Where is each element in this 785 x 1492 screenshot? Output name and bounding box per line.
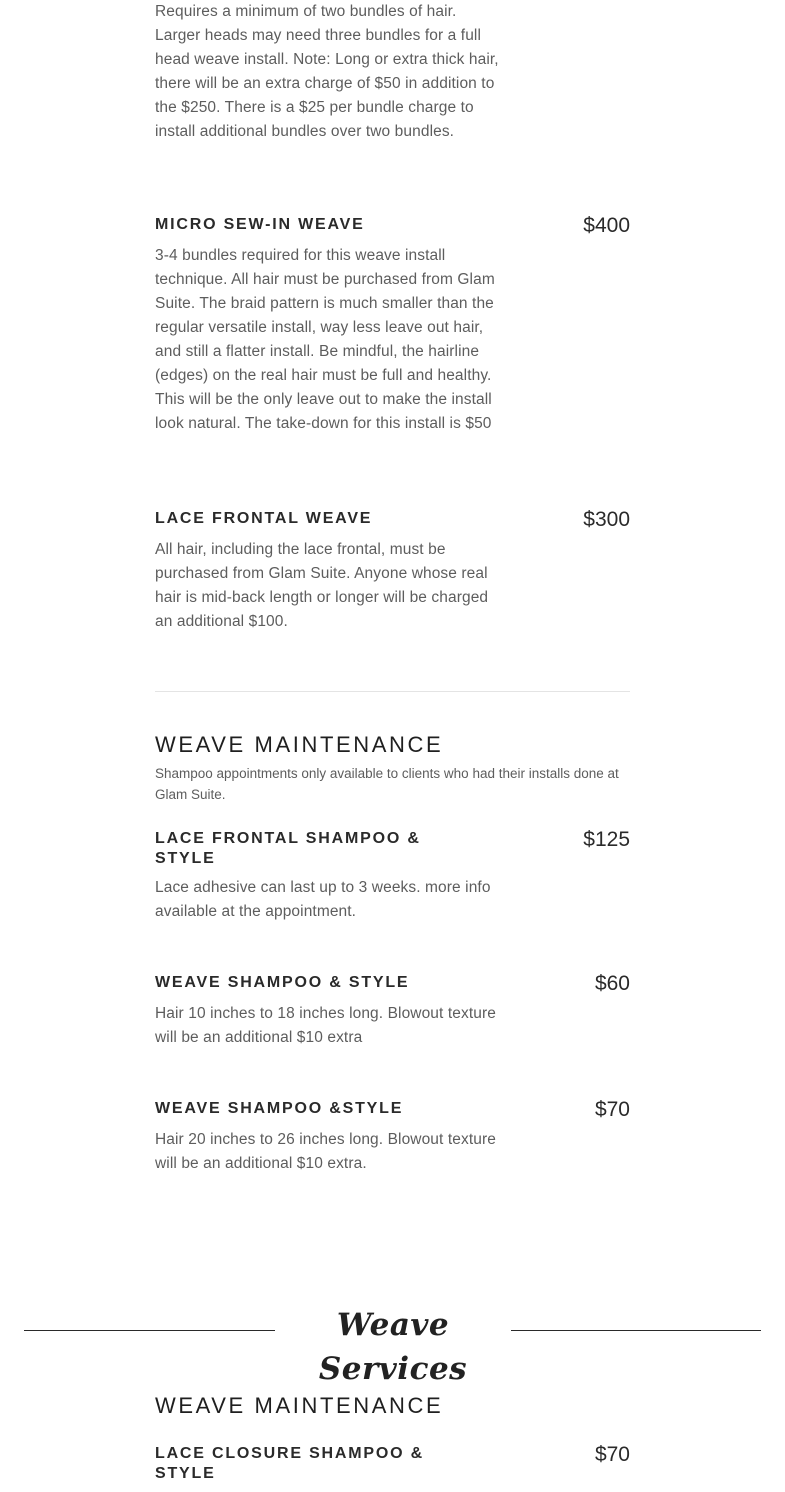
- heading-rule-left: [24, 1330, 275, 1331]
- weave-shampoo-style-short-description: Hair 10 inches to 18 inches long. Blowout texture will be an additional $10 extra: [155, 1005, 496, 1046]
- weave-maintenance-note: Shampoo appointments only available to clients who had their installs done at Glam Suite.: [155, 766, 619, 802]
- weave-shampoo-style-long-description: Hair 20 inches to 26 inches long. Blowout texture will be an additional $10 extra.: [155, 1131, 496, 1172]
- weave-maintenance-title: WEAVE MAINTENANCE: [155, 732, 444, 757]
- micro-sew-in-weave-name: MICRO SEW-IN WEAVE: [155, 216, 365, 233]
- lace-frontal-weave-name: LACE FRONTAL WEAVE: [155, 510, 373, 527]
- weave-shampoo-style-short-price: $60: [594, 972, 630, 995]
- weave-maintenance-title-2: WEAVE MAINTENANCE: [155, 1393, 444, 1418]
- lace-frontal-weave-description: All hair, including the lace frontal, must be purchased from Glam Suite. Anyone whose real hair is mid-back length or longer will be charged an additional $100.: [155, 541, 489, 630]
- micro-sew-in-weave-price: $400: [583, 214, 630, 237]
- lace-closure-shampoo-style-name: LACE CLOSURE SHAMPOO & STYLE: [155, 1445, 424, 1482]
- section-divider: [155, 691, 630, 692]
- lace-frontal-shampoo-style-price: $125: [583, 828, 630, 851]
- lace-closure-shampoo-style-price: $70: [594, 1443, 630, 1466]
- heading-rule-right: [511, 1330, 761, 1331]
- lace-frontal-weave-price: $300: [583, 508, 630, 531]
- weave-services-heading: Weave Services: [318, 1307, 468, 1387]
- lace-frontal-shampoo-style-name: LACE FRONTAL SHAMPOO & STYLE: [155, 830, 421, 867]
- weave-shampoo-style-short-name: WEAVE SHAMPOO & STYLE: [155, 974, 410, 991]
- sew-in-weave-description: Requires a minimum of two bundles of hair. Larger heads may need three bundles for a full head weave install. Note: Long or extra thick hair, there will be an extra charge of $50 in addition to the $250. There is a $25 per bundle charge to install additional bundles over two bundles.: [155, 3, 499, 140]
- micro-sew-in-weave-description: 3-4 bundles required for this weave install technique. All hair must be purchased from Glam Suite. The braid pattern is much smaller than the regular versatile install, way less leave out hair, and still a flatter install. Be mindful, the hairline (edges) on the real hair must be full and healthy. This will be the only leave out to make the install look natural. The take-down for this install is $50: [155, 247, 495, 432]
- lace-frontal-shampoo-style-description: Lace adhesive can last up to 3 weeks. more info available at the appointment.: [155, 879, 491, 920]
- weave-shampoo-style-long-name: WEAVE SHAMPOO &STYLE: [155, 1100, 404, 1117]
- weave-shampoo-style-long-price: $70: [594, 1098, 630, 1121]
